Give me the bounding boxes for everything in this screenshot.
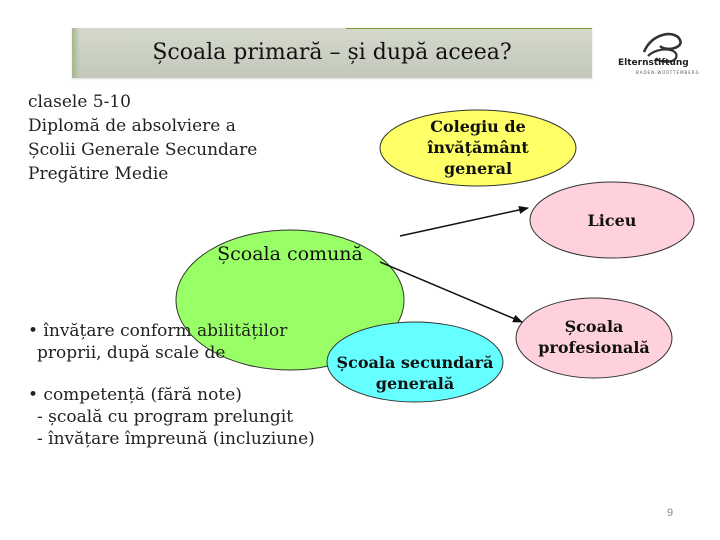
node-label-line: Școala: [564, 317, 624, 336]
node-label-line: Liceu: [587, 211, 637, 230]
bullet-item: - școală cu program prelungit: [37, 407, 294, 427]
page-title: Școala primară – și după aceea?: [152, 40, 512, 65]
node-label-line: învățământ: [427, 138, 529, 157]
top-text-line: Școlii Generale Secundare: [28, 140, 258, 160]
node-label-line: Colegiu de: [430, 117, 526, 136]
bullet-item: proprii, după scale de: [37, 343, 226, 363]
node-label-profesionala: [530, 316, 658, 358]
node-label-liceu: [552, 210, 672, 231]
node-label-secundara: [332, 352, 498, 394]
bullet-item: • învățare conform abilităților: [28, 321, 288, 341]
arrow-to-liceu: [400, 208, 528, 236]
bullet-item: - învățare împreună (incluziune): [37, 429, 315, 449]
node-label-line: generală: [375, 374, 455, 393]
top-text-line: Pregătire Medie: [28, 164, 169, 184]
top-text-line: clasele 5-10: [28, 92, 131, 112]
logo-subtitle: BADEN-WÜRTTEMBERG: [636, 70, 700, 75]
node-label-comuna: [190, 242, 390, 266]
top-text-line: Diplomă de absolviere a: [28, 116, 236, 136]
node-label-line: Școala secundară: [336, 353, 494, 372]
node-label-line: Școala comună: [217, 243, 363, 265]
page-number: 9: [667, 507, 674, 519]
node-label-line: profesională: [538, 338, 650, 357]
node-label-line: general: [443, 159, 513, 178]
node-label-colegiu: [404, 116, 552, 179]
bullet-item: • competență (fără note): [28, 385, 242, 405]
bullet-list: [28, 320, 315, 450]
logo-name: Elternstiftung: [618, 58, 689, 68]
